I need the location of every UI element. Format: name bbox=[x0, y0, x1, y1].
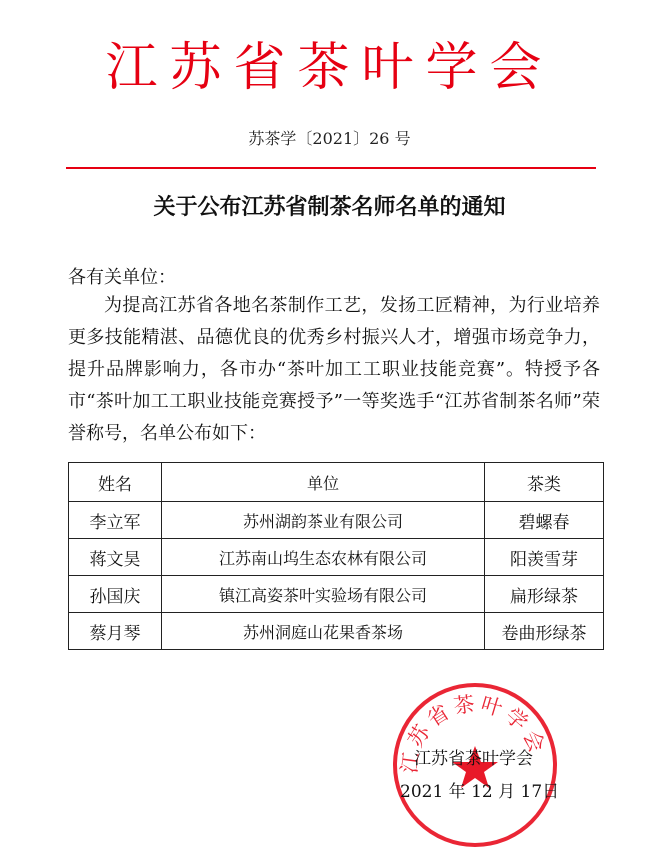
cell-name: 蔡月琴 bbox=[69, 613, 162, 650]
cell-name: 蒋文昊 bbox=[69, 539, 162, 576]
cell-unit: 苏州洞庭山花果香茶场 bbox=[162, 613, 485, 650]
cell-name: 孙国庆 bbox=[69, 576, 162, 613]
column-header-name: 姓名 bbox=[69, 463, 162, 502]
table-row bbox=[69, 613, 604, 650]
cell-unit: 苏州湖韵茶业有限公司 bbox=[162, 502, 485, 539]
column-header-tea-type: 茶类 bbox=[485, 463, 604, 502]
cell-name: 李立军 bbox=[69, 502, 162, 539]
cell-tea-type: 扁形绿茶 bbox=[485, 576, 604, 613]
cell-unit: 镇江高姿茶叶实验场有限公司 bbox=[162, 576, 485, 613]
red-divider bbox=[66, 167, 596, 169]
cell-tea-type: 碧螺春 bbox=[485, 502, 604, 539]
table-row bbox=[69, 502, 604, 539]
master-roster-table bbox=[68, 462, 604, 650]
salutation: 各有关单位： bbox=[68, 267, 176, 288]
signature-date: 2021 年 12 月 17日 bbox=[400, 782, 560, 802]
table-header-row bbox=[69, 463, 604, 502]
cell-tea-type: 阳羡雪芽 bbox=[485, 539, 604, 576]
notice-title: 关于公布江苏省制茶名师名单的通知 bbox=[153, 194, 506, 220]
table-row bbox=[69, 576, 604, 613]
signature-organization: 江苏省茶叶学会 bbox=[414, 749, 533, 769]
org-header-title: 江苏省茶叶学会 bbox=[105, 38, 554, 98]
svg-text:江苏省茶叶学会: 江苏省茶叶学会 bbox=[397, 691, 551, 775]
document-number: 苏茶学〔2021〕26 号 bbox=[248, 129, 411, 148]
notice-body: 为提高江苏省各地名茶制作工艺，发扬工匠精神，为行业培养更多技能精湛、品德优良的优秀乡村振兴人才，增强市场竞争力，提升品牌影响力，各市办“茶叶加工工职业技能竞赛”。特授予各市“茶叶加工工职业技能竞赛授予”一等奖选手“江苏省制茶名师”荣誉称号，名单公布如下： bbox=[68, 295, 600, 444]
cell-tea-type: 卷曲形绿茶 bbox=[485, 613, 604, 650]
cell-unit: 江苏南山坞生态农林有限公司 bbox=[162, 539, 485, 576]
column-header-unit: 单位 bbox=[162, 463, 485, 502]
table-row bbox=[69, 539, 604, 576]
